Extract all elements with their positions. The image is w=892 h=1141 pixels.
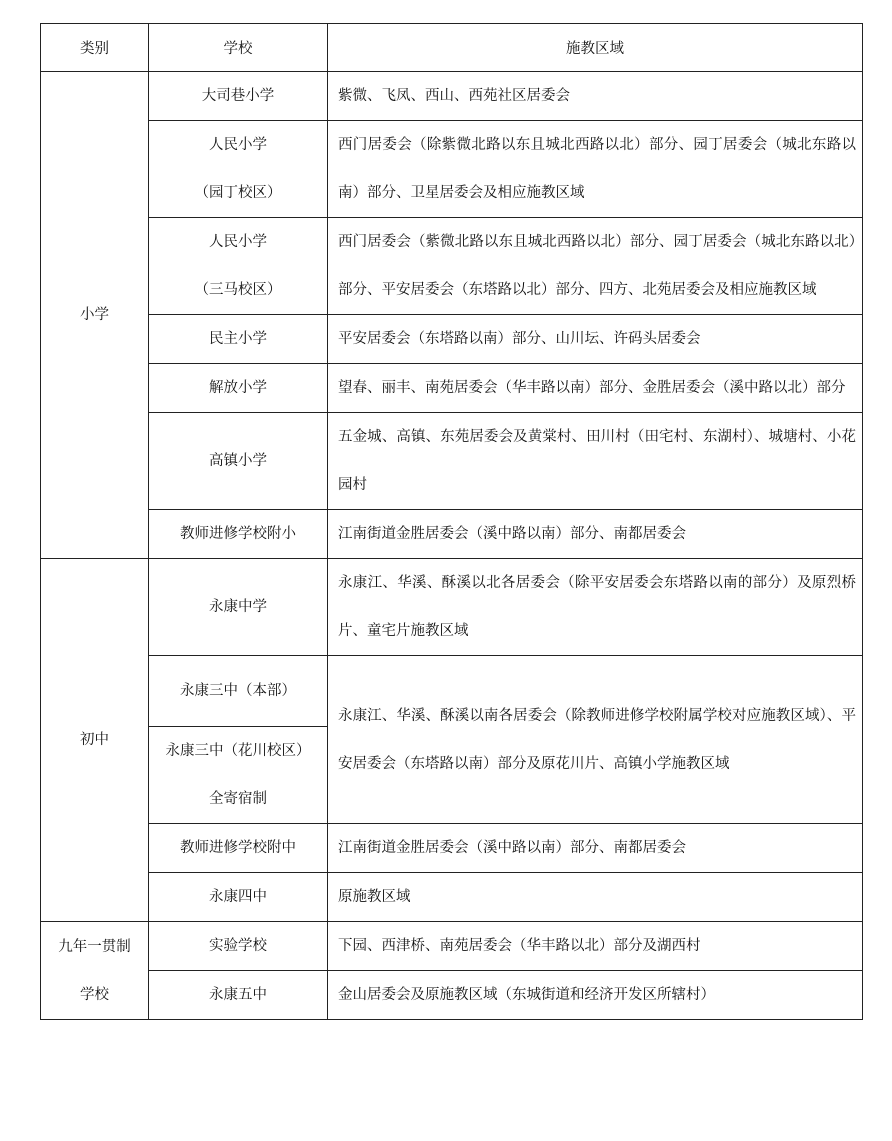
area-cell: 望春、丽丰、南苑居委会（华丰路以南）部分、金胜居委会（溪中路以北）部分 [328, 364, 863, 413]
area-cell: 西门居委会（紫微北路以东且城北西路以北）部分、园丁居委会（城北东路以北）部分、平安居委会（东塔路以北）部分、四方、北苑居委会及相应施教区域 [328, 218, 863, 315]
school-cell [149, 510, 328, 559]
area-cell: 紫微、飞凤、西山、西苑社区居委会 [328, 72, 863, 121]
area-cell: 下园、西津桥、南苑居委会（华丰路以北）部分及湖西村 [328, 922, 863, 971]
school-name: 永康中学 [209, 599, 267, 615]
category-line: 九年一贯制 [58, 938, 131, 955]
school-name: 实验学校 [209, 938, 267, 954]
school-name: 教师进修学校附小 [180, 526, 296, 542]
area-cell: 永康江、华溪、酥溪以北各居委会（除平安居委会东塔路以南的部分）及原烈桥片、童宅片施教区域 [328, 559, 863, 656]
area-cell: 原施教区域 [328, 873, 863, 922]
area-cell: 五金城、高镇、东苑居委会及黄棠村、田川村（田宅村、东湖村）、城塘村、小花园村 [328, 413, 863, 510]
area-cell: 西门居委会（除紫微北路以东且城北西路以北）部分、园丁居委会（城北东路以南）部分、卫星居委会及相应施教区域 [328, 121, 863, 218]
category-primary: 小学 [41, 72, 149, 559]
school-name: 永康五中 [209, 987, 267, 1003]
school-name: 永康三中（花川校区） [165, 743, 311, 759]
table-row [41, 510, 863, 559]
category-junior: 初中 [41, 559, 149, 922]
school-cell [149, 922, 328, 971]
category-nine-year [41, 922, 149, 1020]
school-cell [149, 559, 328, 656]
school-cell [149, 873, 328, 922]
school-cell [149, 72, 328, 121]
school-cell [149, 727, 328, 824]
table-row [41, 971, 863, 1020]
school-name: 高镇小学 [209, 453, 267, 469]
table-row [41, 824, 863, 873]
table-row [41, 656, 863, 727]
school-name: 永康三中（本部） [180, 683, 296, 699]
school-cell [149, 218, 328, 315]
school-cell [149, 315, 328, 364]
school-boarding: 全寄宿制 [209, 791, 267, 807]
table-header-row [41, 24, 863, 72]
school-name: 解放小学 [209, 380, 267, 396]
school-name: 永康四中 [209, 889, 267, 905]
school-name: 人民小学 [209, 137, 267, 153]
school-name: 大司巷小学 [201, 88, 275, 104]
category-line: 学校 [80, 986, 109, 1003]
school-cell [149, 364, 328, 413]
header-area: 施教区域 [328, 24, 863, 72]
school-district-table [40, 23, 863, 1020]
school-cell [149, 971, 328, 1020]
header-category: 类别 [41, 24, 149, 72]
area-cell: 金山居委会及原施教区域（东城街道和经济开发区所辖村） [328, 971, 863, 1020]
school-campus: （三马校区） [194, 282, 282, 298]
area-cell: 江南街道金胜居委会（溪中路以南）部分、南都居委会 [328, 824, 863, 873]
table-row [41, 72, 863, 121]
table-row [41, 922, 863, 971]
school-name: 民主小学 [209, 331, 267, 347]
school-cell [149, 121, 328, 218]
school-cell [149, 656, 328, 727]
school-name: 人民小学 [209, 234, 267, 250]
area-cell: 永康江、华溪、酥溪以南各居委会（除教师进修学校附属学校对应施教区域）、平安居委会（东塔路以南）部分及原花川片、高镇小学施教区域 [328, 656, 863, 824]
school-campus: （园丁校区） [194, 185, 282, 201]
school-name: 教师进修学校附中 [180, 840, 296, 856]
school-cell [149, 413, 328, 510]
header-school: 学校 [149, 24, 328, 72]
school-cell [149, 824, 328, 873]
table-row [41, 873, 863, 922]
area-cell: 江南街道金胜居委会（溪中路以南）部分、南都居委会 [328, 510, 863, 559]
area-cell: 平安居委会（东塔路以南）部分、山川坛、许码头居委会 [328, 315, 863, 364]
table-row [41, 315, 863, 364]
